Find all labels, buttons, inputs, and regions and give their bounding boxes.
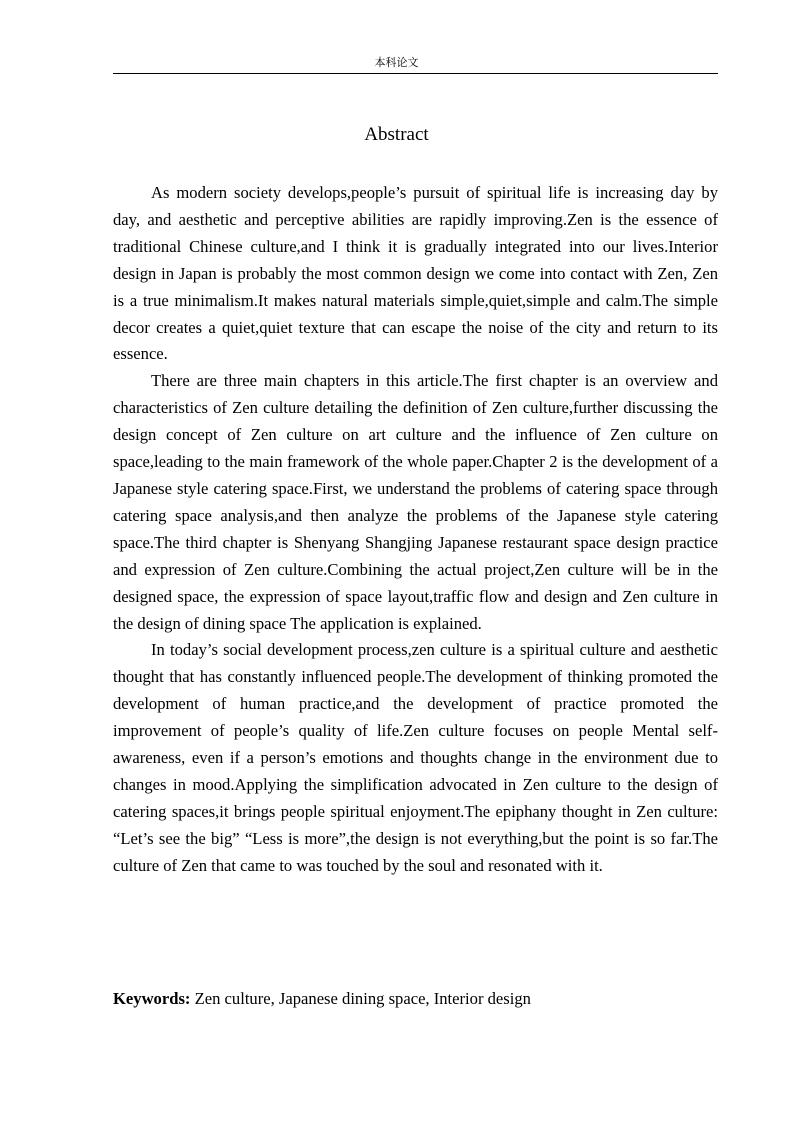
abstract-title: Abstract	[364, 124, 429, 145]
abstract-paragraph-1: As modern society develops,people’s pursuit of spiritual life is increasing day by day, and aesthetic and perceptive abilities are rapidly improving.Zen is the essence of traditional Chinese culture,and I think it is gradually integrated into our lives.Interior design in Japan is probably the most common design we come into contact with Zen, Zen is a true minimalism.It makes natural materials simple,quiet,simple and calm.The simple decor creates a quiet,quiet texture that can escape the noise of the city and return to its essence.	[113, 183, 718, 364]
keywords-text: Zen culture, Japanese dining space, Interior design	[194, 989, 531, 1008]
abstract-paragraph-2: There are three main chapters in this article.The first chapter is an overview and characteristics of Zen culture detailing the definition of Zen culture,further discussing the design concept of Zen culture on art culture and the influence of Zen culture on space,leading to the main framework of the whole paper.Chapter 2 is the development of a Japanese style catering space.First, we understand the problems of catering space through catering space analysis,and then analyze the problems of the Japanese style catering space.The third chapter is Shenyang Shangjing Japanese restaurant space design practice and expression of Zen culture.Combining the actual project,Zen culture will be in the designed space, the expression of space layout,traffic flow and design and Zen culture in the design of dining space The application is explained.	[113, 371, 718, 633]
header-divider	[113, 73, 718, 74]
keywords-label: Keywords:	[113, 989, 191, 1008]
running-header: 本科论文	[374, 56, 419, 69]
keywords-line	[113, 986, 718, 1012]
abstract-paragraph-3: In today’s social development process,zen culture is a spiritual culture and aesthetic thought that has constantly influenced people.The development of thinking promoted the development of human practice,and the development of practice promoted the improvement of people’s quality of life.Zen culture focuses on people Mental self-awareness, even if a person’s emotions and thoughts change in the environment due to changes in mood.Applying the simplification advocated in Zen culture to the design of catering spaces,it brings people spiritual enjoyment.The epiphany thought in Zen culture: “Let’s see the big” “Less is more”,the design is not everything,but the point is so far.The culture of Zen that came to was touched by the soul and resonated with it.	[113, 640, 718, 875]
abstract-body	[113, 180, 718, 880]
